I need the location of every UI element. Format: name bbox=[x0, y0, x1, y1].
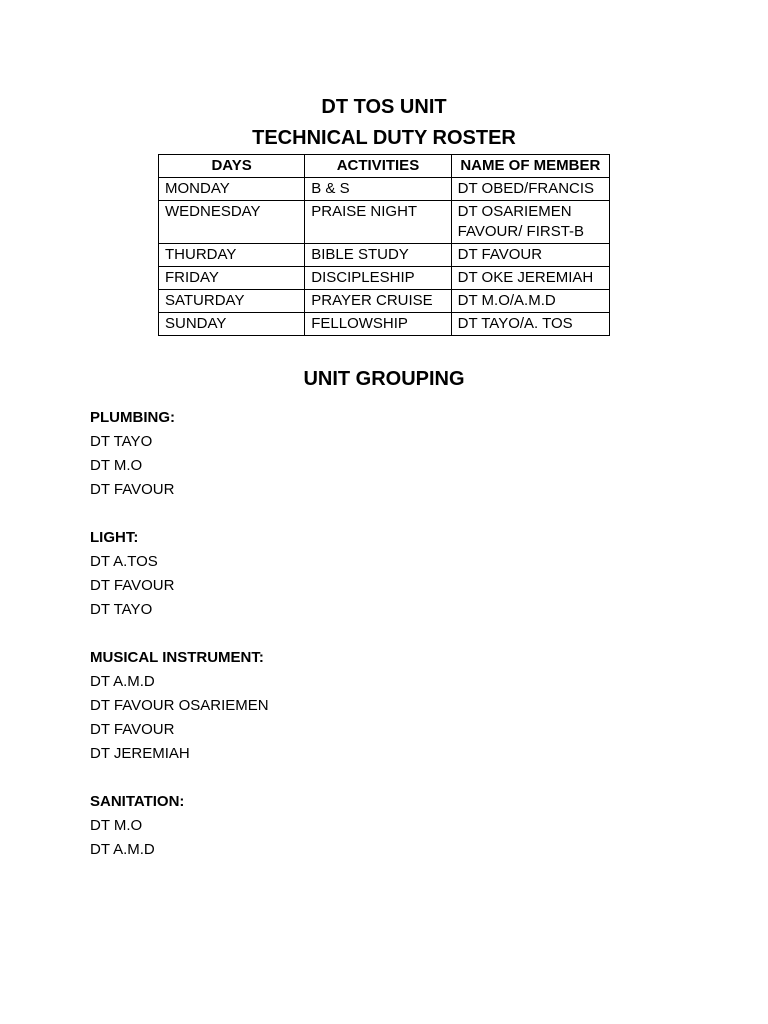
table-row bbox=[159, 290, 610, 313]
table-row bbox=[159, 178, 610, 201]
group-heading: SANITATION: bbox=[90, 793, 185, 810]
group-heading: MUSICAL INSTRUMENT: bbox=[90, 649, 264, 666]
table-row bbox=[159, 313, 610, 336]
group-member: DT FAVOUR bbox=[90, 577, 175, 594]
table-row bbox=[159, 201, 610, 244]
cell-day: SUNDAY bbox=[159, 313, 305, 336]
group-plumbing bbox=[90, 406, 269, 502]
cell-day: MONDAY bbox=[159, 178, 305, 201]
column-header-member: NAME OF MEMBER bbox=[451, 155, 609, 178]
cell-day: FRIDAY bbox=[159, 267, 305, 290]
cell-activity: DISCIPLESHIP bbox=[305, 267, 451, 290]
group-member: DT TAYO bbox=[90, 601, 153, 618]
group-member: DT A.M.D bbox=[90, 673, 155, 690]
cell-activity: PRAYER CRUISE bbox=[305, 290, 451, 313]
table-row bbox=[159, 244, 610, 267]
cell-member: DT FAVOUR bbox=[451, 244, 609, 267]
cell-activity: B & S bbox=[305, 178, 451, 201]
cell-activity: BIBLE STUDY bbox=[305, 244, 451, 267]
group-member: DT M.O bbox=[90, 817, 143, 834]
table-row bbox=[159, 267, 610, 290]
group-member: DT TAYO bbox=[90, 433, 153, 450]
cell-day: SATURDAY bbox=[159, 290, 305, 313]
cell-activity: FELLOWSHIP bbox=[305, 313, 451, 336]
cell-member: DT TAYO/A. TOS bbox=[451, 313, 609, 336]
group-member: DT M.O bbox=[90, 457, 143, 474]
group-musical-instrument bbox=[90, 646, 269, 766]
cell-member: DT OSARIEMEN FAVOUR/ FIRST-B bbox=[451, 201, 609, 244]
group-member: DT FAVOUR OSARIEMEN bbox=[90, 697, 269, 714]
table-header-row bbox=[159, 155, 610, 178]
document-subtitle: TECHNICAL DUTY ROSTER bbox=[252, 127, 516, 149]
duty-roster-table bbox=[158, 154, 610, 336]
group-light bbox=[90, 526, 269, 622]
cell-day: WEDNESDAY bbox=[159, 201, 305, 244]
cell-member: DT OKE JEREMIAH bbox=[451, 267, 609, 290]
group-sanitation bbox=[90, 790, 269, 862]
column-header-activities: ACTIVITIES bbox=[305, 155, 451, 178]
group-member: DT FAVOUR bbox=[90, 481, 175, 498]
cell-day: THURDAY bbox=[159, 244, 305, 267]
group-heading: PLUMBING: bbox=[90, 409, 175, 426]
group-heading: LIGHT: bbox=[90, 529, 139, 546]
cell-member: DT OBED/FRANCIS bbox=[451, 178, 609, 201]
unit-groups bbox=[90, 406, 269, 886]
group-member: DT A.TOS bbox=[90, 553, 158, 570]
group-member: DT A.M.D bbox=[90, 841, 155, 858]
group-member: DT FAVOUR bbox=[90, 721, 175, 738]
column-header-days: DAYS bbox=[159, 155, 305, 178]
group-member: DT JEREMIAH bbox=[90, 745, 190, 762]
document-title: DT TOS UNIT bbox=[321, 96, 447, 118]
cell-member: DT M.O/A.M.D bbox=[451, 290, 609, 313]
unit-grouping-title: UNIT GROUPING bbox=[303, 368, 465, 390]
cell-activity: PRAISE NIGHT bbox=[305, 201, 451, 244]
